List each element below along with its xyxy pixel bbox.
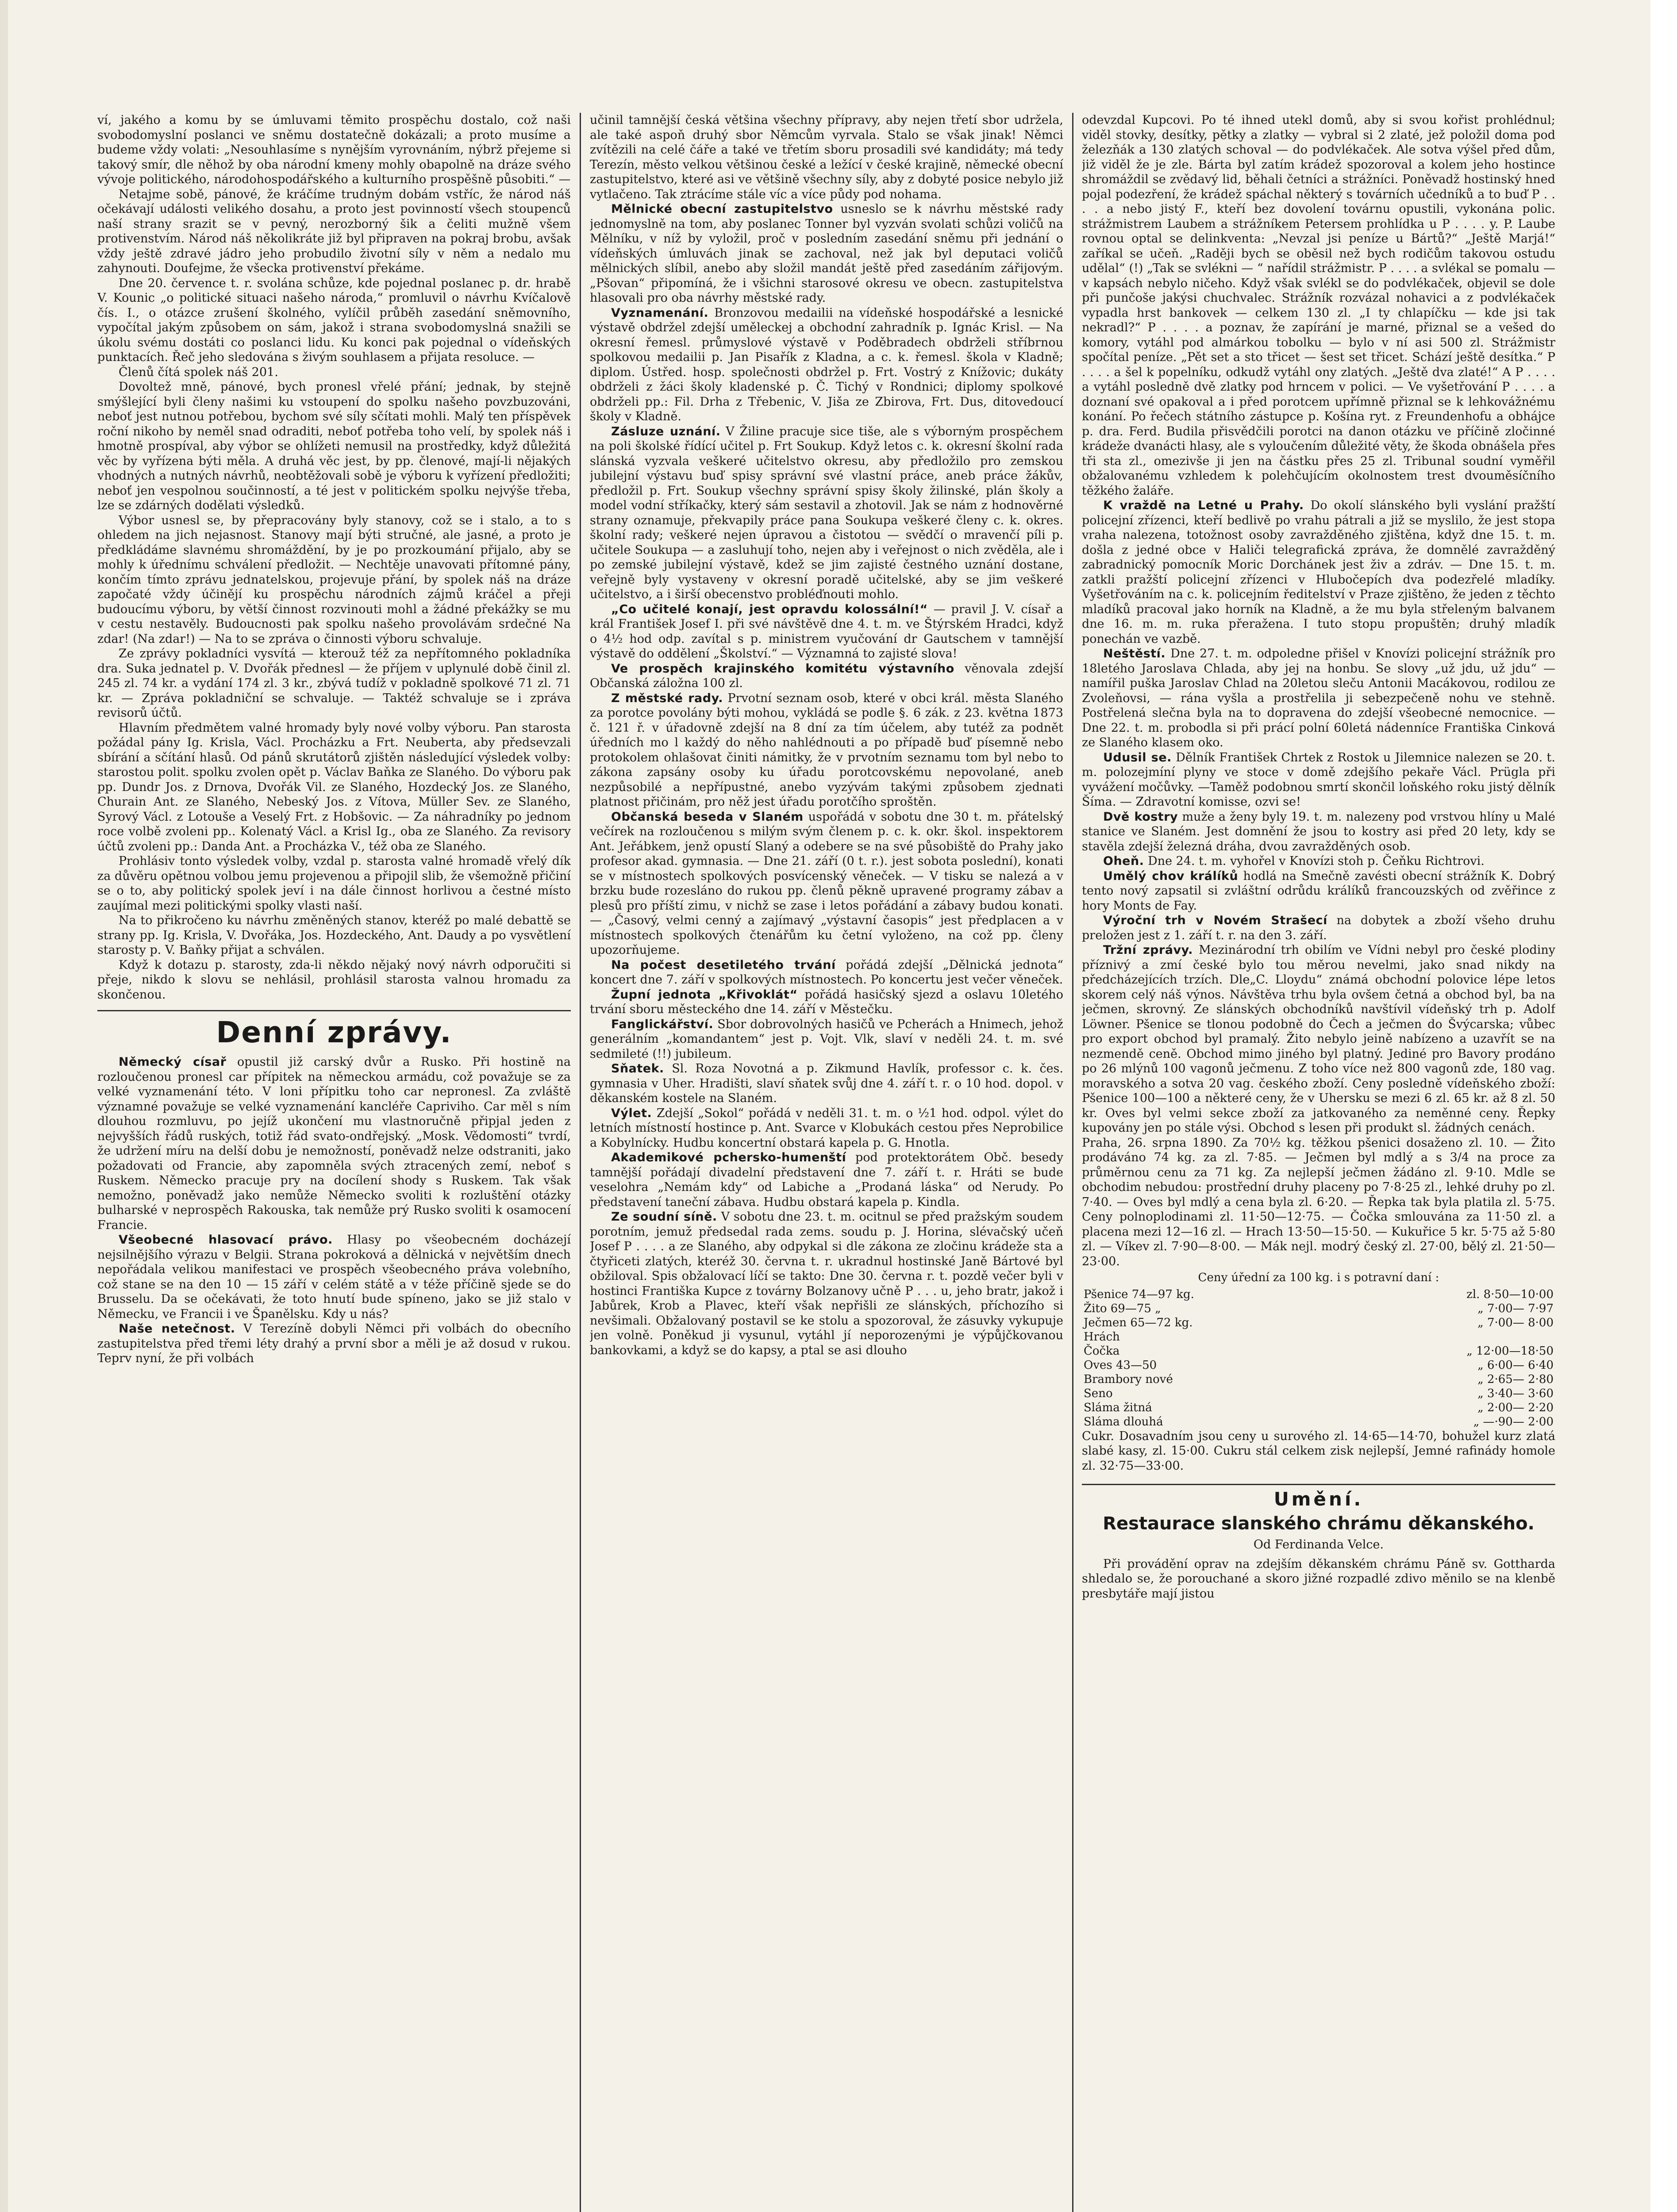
price-commodity: Čočka: [1084, 1344, 1120, 1358]
news-item-heading: K vraždě na Letné u Prahy.: [1103, 499, 1304, 512]
news-item: [97, 1055, 571, 1233]
news-item-heading: Sňatek.: [611, 1062, 664, 1075]
paragraph-text: Sbor dobrovolných hasičů ve Pcherách a Hnimech, jehož generálním „komandantem“ jest p. Vojt. Vlk, slaví v neděli 24. t. m. své sedmileté (!!) jubileum.: [590, 1017, 1063, 1061]
column-2: [590, 113, 1063, 2212]
paragraph-text: Členů čítá spolek náš 201.: [119, 365, 278, 379]
paragraph-text: uspořádá v sobotu dne 30 t. m. přátelský večírek na rozloučenou s milým svým členem p. c. k. okr. škol. inspektorem Ant. Jeřábkem, jenž opustí Slaný a odebere se na své působiště do Prahy jako profesor akad. gymnasia. — Dne 21. září (0 t. r.). jest sobota poslední), konati se v místnostech spolkových posvícenský věneček. — V tisku se nalezá a v brzku bude rozesláno do rukou pp. členů pěkně upravené programy zábav a plesů pro příští zimu, v nichž se zase i letos pořádání a zábavy budou konati. — „Časový, velmi cenný a zajímavý „výstavní časopis“ jest předplacen a v místnostech spolkových čtenářům ku četní vyloženo, na což pp. členy upozorňujeme.: [590, 810, 1063, 957]
paragraph: [97, 913, 571, 958]
paragraph-text: Při provádění oprav na zdejším děkanském chrámu Páně sv. Gottharda shledalo se, že porouchané a skoro jižné rozpadlé zdivo měnilo se na klenbě presbytáře mají jistou: [1082, 1557, 1555, 1601]
paragraph-text: Výbor usnesl se, by přepracovány byly stanovy, což se i stalo, a to s ohledem na jich nejasnost. Stanovy mají býti stručné, ale jasné, a proto je předkládáme slavnému shromáždění, by je po prozkoumání přijalo, aby se mohly k úřednímu schválení předložit. — Nechtěje unavovati přítomné pány, končím tímto zprávu jednatelskou, projevuje přání, by spolek náš na dráze započaté vždy účinějí ku prospěchu národních zájmů kráčel a přeji budoucímu výboru, by větší činnost rozvinouti mohl a žádné překážky se mu v cestu nestavěly. Budoucnosti pak spolku našeho provolávám srdečné Na zdar! (Na zdar!) — Na to se zpráva o činnosti výboru schvaluje.: [97, 513, 571, 646]
price-row: [1082, 1316, 1555, 1330]
news-item-heading: Všeobecné hlasovací právo.: [119, 1233, 333, 1247]
price-range: „ 3·40— 3·60: [1477, 1386, 1554, 1400]
news-item-heading: Z městské rady.: [611, 691, 723, 705]
news-item-heading: Výroční trh v Novém Strašecí: [1103, 914, 1327, 927]
price-row: [1082, 1344, 1555, 1358]
paragraph: [97, 187, 571, 276]
paragraph-text: Sl. Roza Novotná a p. Zikmund Havlík, professor c. k. čes. gymnasia v Uher. Hradišti, slaví sňatek svůj dne 4. září t. r. o 10 hod. dopol. v děkanském kostele na Slaném.: [590, 1062, 1063, 1105]
page-left-edge: [0, 0, 8, 2212]
news-item-heading: Mělnické obecní zastupitelstvo: [611, 202, 833, 216]
paragraph: [1082, 113, 1555, 498]
news-item: [97, 1321, 571, 1366]
news-item-heading: Udusil se.: [1103, 750, 1172, 764]
paragraph-text: Dne 20. července t. r. svolána schůze, kde pojednal poslanec p. dr. hrabě V. Kounic „o politické situaci našeho národa,“ promluvil o návrhu Kvíčalově čís. I., o otázce zrušení školného, vylíčil průběh zasedání sněmovního, vypočítal jakým způsobem on sám, jakož i strana svobodomyslná snažili se úkolu svému dostáti co poslanci lidu. Ku konci pak pojednal o vídeňských punktacích. Řeč jeho sledována s živým souhlasem a přijata resoluce. —: [97, 276, 571, 364]
price-commodity: Sláma dlouhá: [1084, 1415, 1163, 1429]
column-rule-1: [580, 113, 581, 2212]
price-commodity: Pšenice 74—97 kg.: [1084, 1287, 1194, 1301]
news-item-heading: Akademikové pchersko-humenští: [611, 1151, 846, 1164]
price-row: [1082, 1358, 1555, 1372]
news-item: [590, 1017, 1063, 1062]
paragraph-text: na dobytek a zboží všeho druhu preložen jest z 1. září t. r. na den 3. září.: [1082, 914, 1555, 942]
paragraph: [97, 365, 571, 380]
price-commodity: Ječmen 65—72 kg.: [1084, 1316, 1193, 1329]
paragraph-text: — pravil J. V. císař a král František Josef I. při své návštěvě dne 4. t. m. ve Štýrském Hradci, když o 4½ hod odp. zavítal s p. ministrem vyučování dr Gautschem v tamnější výstavě do oddělení „Školství.“ — Významná to zajisté slova!: [590, 602, 1063, 661]
news-item: [1082, 854, 1555, 869]
paragraph-text: Dělník František Chrtek z Rostok u Jilemnice nalezen se 20. t. m. polozejmíní plyny ve stoce v domě zdejšího pekaře Václ. Prügla při vyvážení močůvky. —Taměž podobnou smrtí skončil loňského roku jistý dělník Šíma. — Zdravotní komisse, ozvi se!: [1082, 750, 1555, 809]
paragraph-text: učinil tamnější česká většina všechny přípravy, aby nejen třetí sbor udržela, ale také aspoň druhý sbor Němcům vyrvala. Stalo se však jinak! Němci zvítězili na celé čáře a také ve třetím sboru prosadili své kandidáty; má tedy Terezín, město velkou většinou české a ležící v české krajině, německé obecní zastupitelstvo, které asi ve většině všechny síly, aby z dobyté posice nebylo již vytlačeno. Tak ztrácíme stále víc a více půdy pod nohama.: [590, 113, 1063, 201]
paragraph: [1082, 1557, 1555, 1601]
news-item-heading: Ve prospěch krajinského komitétu výstavního: [611, 661, 954, 676]
paragraph-text: Praha, 26. srpna 1890. Za 70½ kg. těžkou pšenici dosaženo zl. 10. — Žito prodáváno 74 kg. za zl. 7·85. — Ječmen byl mdlý a s 3/4 na proce za průměrnou cenu za 71 kg. Za nejlepší ječmen žádáno zl. 9·10. Mdle se obchodim nebudou: prostřední druhy placeny po 7·8·25 zl., lehké druhy po zl. 7·40. — Oves byl mdlý a cena byla zl. 6·20. — Řepka tak byla platila zl. 5·75. Ceny polnoplodinami zl. 11·50—12·75. — Čočka smlouvána za 11·50 zl. a placena mezi 12—16 zl. — Hrach 13·50—15·50. — Kukuřice 5 kr. 5·75 až 5·80 zl. — Víkev zl. 7·90—8·00. — Mák nejl. modrý český zl. 27·00, bělý zl. 21·50—23·00.: [1082, 1136, 1555, 1268]
price-row: [1082, 1415, 1555, 1429]
paragraph-text: Netajme sobě, pánové, že kráčíme trudným dobám vstříc, že národ náš očekávají události velikého dosahu, a proto jest povinností všech stoupenců naší strany srazit se v pevný, nerozborný šik a čeliti mužně všem protivenstvím. Národ náš několikráte již byl připraven na pokraj brobu, avšak vždy ještě zdravé jádro jeho probudilo životní síly v něm a nedalo mu zahynouti. Doufejme, že všecka protivenství překáme.: [97, 187, 571, 275]
paragraph-text: Hlavním předmětem valné hromady byly nové volby výboru. Pan starosta požádal pány Ig. Krisla, Václ. Procházku a Frt. Neuberta, aby předsevzali sbírání a sčítání hlasů. Od pánů skrutátorů zjištěn následující výsledek volby: starostou polit. spolku zvolen opět p. Václav Baňka ze Slaného. Do výboru pak pp. Dundr Jos. z Drnova, Dvořák Vil. ze Slaného, Hozdecký Jos. ze Slaného, Churain Ant. ze Slaného, Nebeský Jos. z Vítova, Müller Sev. ze Slaného, Syrový Václ. z Lotouše a Veselý Frt. z Hobšovic. — Za náhradníky po jednom roce volbě zvoleni pp.. Kolenatý Václ. a Krisl Ig., oba ze Slaného. Za revisory účtů zvoleni pp.: Danda Ant. a Procházka V., též oba ze Slaného.: [97, 721, 571, 853]
article-byline: Od Ferdinanda Velce.: [1253, 1538, 1384, 1551]
paragraph: [590, 113, 1063, 202]
section-heading: Umění.: [1082, 1484, 1555, 1511]
paragraph-text: Dovoltež mně, pánové, bych pronesl vřelé přání; jednak, by stejně smýšlející byli členy našimi ku vstoupení do spolku našeho povzbuzováni, neboť jest nutnou potřebou, bychom své síly sčítati mohli. Malý ten příspěvek roční nikoho by neměl snad odraditi, neboť potřeba toho velí, by spolek náš i hmotně prospíval, aby výbor se ohlížeti nemusil na prostředky, když důležitá věc by vyřízena býti měla. A druhá věc jest, by pp. členové, mají-li nějakých vhodných a nutných návrhů, neobtěžovali sobě je výboru k vyřízení předložiti; neboť jen vespolnou součinností, a té jest v politickém spolku nejvýše třeba, lze se zdárných dodělati výsledků.: [97, 380, 571, 512]
news-item: [590, 691, 1063, 810]
column-3: [1082, 113, 1555, 2212]
paragraph-text: Zdejší „Sokol“ pořádá v neděli 31. t. m. o ½1 hod. odpol. výlet do letních místností hostince p. Ant. Svarce v Klobukách cestou přes Neprobilice a Kobylnícky. Hudbu koncertní obstará kapela p. G. Hnotla.: [590, 1106, 1063, 1150]
price-table: [1082, 1287, 1555, 1429]
price-row: [1082, 1386, 1555, 1401]
page-right-margin: [1650, 0, 1677, 2212]
news-item: [1082, 869, 1555, 914]
paragraph: [1082, 1136, 1555, 1269]
paragraph-text: Ze zprávy pokladníci vysvítá — kterouž též za nepřítomného pokladníka dra. Suka jednatel p. V. Dvořák přednesl — že příjem v uplynulé době činil zl. 245 zl. 74 kr. a vydání 174 zl. 3 kr., zbývá tudíž v pokladně spolkové 71 zl. 71 kr. — Zpráva pokladniční se schvaluje. — Taktéž schvaluje se i zpráva revisorů účtů.: [97, 647, 571, 720]
paragraph-text: Prvotní seznam osob, které v obci král. města Slaného za porotce povolány býti mohou, vykládá se podle §. 6 zák. z 23. května 1873 č. 121 ř. v úřadovně zdejší na 8 dní za tím účelem, aby tutéž za podnět úředních mo l každý do něho nahlédnouti a po případě buď písemně nebo protokolem ohlašovat činiti námitky, že v prvotním seznamu tom byl nebo to zákona zapsány osoby ku úřadu porotcovskému nepovolané, aneb nezpůsobilé a nepřípustné, anebo vyzývám takými způsobem zjednati platnost přičinám, pro něž jest úřadu porotčího sproštěn.: [590, 691, 1063, 809]
price-commodity: Žito 69—75 „: [1084, 1302, 1161, 1315]
news-item-heading: Neštěstí.: [1103, 647, 1166, 661]
paragraph-text: opustil již carský dvůr a Rusko. Při hostině na rozloučenou pronesl car přípitek na německou armádu, což považuje se za velké vyznamenání této. V loni přípitku toho car nepronesl. Za zvláště významné považuje se velké vyznamenání kancléře Capriviho. Car měl s ním dlouhou rozmluvu, po jejíž ukončení mu vlastnoručně připjal jeden z nejvyšších řádů ruských, totiž řád svato-ondřejský. „Mosk. Vědomosti“ tvrdí, že udržení míru na delší dobu je nemožností, poněvadž nelze odstraniti, jako požadovati od Francie, aby zapomněla svých ztracených zemí, neboť s Ruskem. Německo pracuje pry na docílení shody s Ruskem. Tak však nemožno, poněvadž jako nemůže Německo svoliti k rozluštění otázky bulharské v neprospěch Rakouska, tak nemůže prý Rusko svoliti k osamocení Francie.: [97, 1055, 571, 1232]
paragraph: [97, 958, 571, 1002]
news-item-heading: Dvě kostry: [1103, 810, 1178, 824]
column-1: [97, 113, 571, 2212]
news-item: [590, 1210, 1063, 1358]
paragraph: [97, 113, 571, 187]
price-range: „ 12·00—18·50: [1466, 1344, 1554, 1358]
price-commodity: Brambory nové: [1084, 1372, 1173, 1386]
news-item: [590, 306, 1063, 424]
news-item: [590, 1061, 1063, 1106]
news-item-heading: Oheň.: [1103, 854, 1144, 868]
news-item: [1082, 498, 1555, 646]
price-row: [1082, 1330, 1555, 1344]
paragraph: [97, 380, 571, 513]
news-item-heading: Zásluze uznání.: [611, 424, 721, 438]
paragraph: [97, 721, 571, 854]
paragraph-text: Dne 27. t. m. odpoledne přišel v Knovízi policejní strážník pro 18letého Jaroslava Chlada, aby jej na honbu. Se slovy „už jdu, už jdu“ — namířil puška Jaroslav Chlad na 20letou sleču Antonii Macákovou, rodilou ze Zvoleňovsi, — rána vyšla a prostřelila ji sebezpečeně nohu ve stehně. Postřelená slečna byla na to dopravena do zdejší všeobecné nemocnice. — Dne 22. t. m. probodla si při prácí polní 60letá nádenníce Františka Cinková ze Slaného klasem oko.: [1082, 647, 1555, 749]
paragraph-text: pod protektorátem Obč. besedy tamnější pořádají divadelní představení dne 7. září t. r. Hráti se bude veselohra „Nemám kdy“ od Labiche a „Prodaná láska“ od Nerudy. Po představení taneční zábava. Hudbu obstará kapela p. Kindla.: [590, 1151, 1063, 1209]
news-item: [1082, 646, 1555, 750]
news-item-heading: „Co učitelé konají, jest opravdu kolossální!“: [611, 602, 928, 616]
news-item: [590, 1106, 1063, 1151]
news-item: [590, 424, 1063, 602]
news-item-heading: Výlet.: [611, 1106, 652, 1120]
price-range: „ —·90— 2·00: [1473, 1415, 1554, 1429]
paragraph-text: odevzdal Kupcovi. Po té ihned utekl domů, aby si svou kořist prohlédnul; viděl stovky, desítky, pětky a zlatky — vybral si 2 zlaté, jež položil doma pod železňák a 130 zlatých schoval — do podvlékaček. Ale sotva výšel před dům, již viděl že je zle. Bárta byl zatím krádež spozoroval a kolem jeho hostince shromáždil se zvědavý lid, běhali četníci a strážníci. Poněvadž hostinský hned pojal podezření, že krádež spáchal některý s továrních učedníků a to buď P . . . . a nebo jistý F., kteří bez dovolení továrnu opustili, vykonána polic. strážmistrem Laubem a strážníkem Petersem prohlídka u P . . . . y. P. Laube rovnou optal se delinkventa: „Nevzal jsi peníze u Bártů?“ „Ještě Marjá!“ zaříkal se učeň. „Raději bych se oběsil než bych rodičům takovou ostudu udělal“ (!) „Tak se svlékni — “ nařídil strážmistr. P . . . . a svlékal se pomalu — v kapsách nebylo ničeho. Když však svlékl se do podvlékaček, objevil se dole při punčoše jakýsi chuchvalec. Strážník rozvázal nohavici a z podvlékaček vypadla hrst bankovek — celkem 130 zl. „I ty chlapíčku — kde jsi tak nekradl?“ P . . . . a poznav, že zapírání je marné, přiznal se a vešed do komory, vytáhl pod almárkou tobolku — bylo v ní asi 500 zl. Strážmistr spočítal peníze. „Pět set a sto třicet — šest set třicet. Schází ještě desítka.“ P . . . . a šel k popelníku, odkudž vytáhl ony zlatých. „Ještě dva zlaté!“ A P . . . . a vytáhl posledně dvě zlatky pod hrncem v polici. — Ve vyšetřování P . . . . a doznaní své opakoval a i před porotcem upřímně přiznal se k lehkovážnému konání. Po řečech státního zástupce p. Košína ryt. z Freundenhofu a obhájce p. dra. Ferd. Budila přisvědčili porotci na danon otázku ve příčině zločinné krádeže dvanácti hlasy, ale s vyloučením důležité věty, že škoda obnášela přes tři sta zl., omezivše ji jen na částku přes 25 zl. Tribunal soudní vyměřil obžalovanému vzhledem k polehčujícím okolnostem trest dvouměsíčního těžkého žaláře.: [1082, 113, 1555, 498]
paragraph-text: V sobotu dne 23. t. m. ocitnul se před pražským soudem porotním, jemuž předsedal rada zems. soudu p. J. Horina, slévačský učeň Josef P . . . . a ze Slaného, aby odpykal si dle zákona ze zločinu krádeže sta a čtyřiceti zlatých, kteréž 30. června t. r. ukradnul hostinské Janě Bártové byl obžiloval. Spis obžalovací líčí se takto: Dne 30. června r. t. pozdě večer byli v hostinci Františka Kupce z továrny Bolzanovy učně P . . . u, jeho bratr, jakož i Jabůrek, Krob a Plavec, kteří však nepřišli ze slánských, příchozího si nevšimali. Obžalovaný postavil se ke stolu a spozoroval, že zásuvky vykupuje jen volně. Poněkud ji vysunul, vytáhl jí neporozenými je výpůjčkovanou bankovkami, a když se do kapsy, a ptal se asi dlouho: [590, 1210, 1063, 1357]
paragraph-text: ví, jakého a komu by se úmluvami těmito prospěchu dostalo, což naši svobodomyslní poslanci ve sněmu dostatečně dokázali; a proto musíme a budeme vždy volati: „Nesouhlasíme s nynějším vyrovnáním, nýbrž přejeme si takový smír, dle něhož by oba národní kmeny mohly obapolně na dráze svého vývoje politického, národohospodářského a kulturního prospěšně působiti.“ —: [97, 113, 571, 186]
paragraph-text: Když k dotazu p. starosty, zda-li někdo nějaký nový návrh odporučiti si přeje, nikdo k slovu se nehlásil, prohlásil starosta valnou hromadu za skončenou.: [97, 958, 571, 1002]
news-item-heading: Umělý chov králíků: [1103, 869, 1239, 883]
paragraph: [1082, 1429, 1555, 1474]
news-item: [1082, 810, 1555, 854]
price-commodity: Seno: [1084, 1386, 1113, 1400]
price-range: „ 7·00— 7·97: [1477, 1302, 1554, 1315]
news-item-heading: Naše netečnost.: [119, 1322, 235, 1336]
price-range: „ 2·65— 2·80: [1477, 1372, 1554, 1386]
price-commodity: Sláma žitná: [1084, 1401, 1152, 1414]
price-row: [1082, 1287, 1555, 1302]
paragraph: [97, 646, 571, 721]
news-item-heading: Na počest desetiletého trvání: [611, 958, 836, 972]
price-table-header: Ceny úřední za 100 kg. i s potravní daní :: [1198, 1271, 1439, 1284]
paragraph-text: Na to přikročeno ku návrhu změněných stanov, kteréž po malé debattě se strany pp. Ig. Krisla, V. Dvořáka, Jos. Hozdeckého, Ant. Daudy a po vysvětlení starosty p. V. Baňky přijat a schválen.: [97, 914, 571, 957]
paragraph-text: Cukr. Dosavadním jsou ceny u surového zl. 14·65—14·70, bohužel kurz zlatá slabé kasy, zl. 15·00. Cukru stál celkem zisk nejlepší, Jemné rafinády homole zl. 32·75—33·00.: [1082, 1429, 1555, 1473]
section-heading: Denní zprávy.: [97, 1010, 571, 1050]
paragraph-text: Dne 24. t. m. vyhořel v Knovízi stoh p. Čeňku Richtrovi.: [1148, 854, 1485, 868]
news-item-heading: Fanglickářství.: [611, 1017, 714, 1031]
news-item-heading: Tržní zprávy.: [1103, 943, 1193, 957]
paragraph-text: Bronzovou medailii na vídeňské hospodářské a lesnické výstavě obdržel zdejší uměleckej a obchodní zahradník p. Ignác Krisl. — Na okresní řemesl. průmyslové výstavě v Poděbradech obdrželi stříbrnou spolkovou medailii p. Jan Pisařík z Kladna, a c. k. řemesl. škola v Kladně; diplom. Ústřed. hosp. společnosti obdržel p. Frt. Vostrý z Knížovic; dukáty obdrželi z žáci školy kladenské p. Č. Tichý v Rondnici; diplomy spolkové obdrželi pp.: Fil. Drha z Třebenic, V. Jiša ze Zbirova, Frt. Dus, ditovedoucí školy v Kladně.: [590, 306, 1063, 423]
news-item: [1082, 750, 1555, 810]
paragraph: [97, 276, 571, 365]
news-item: [590, 810, 1063, 958]
news-item: [590, 958, 1063, 987]
news-item-heading: Župní jednota „Křivoklát“: [611, 987, 798, 1002]
price-range: „ 2·00— 2·20: [1477, 1401, 1554, 1414]
news-item: [590, 987, 1063, 1017]
price-commodity: Oves 43—50: [1084, 1358, 1157, 1372]
price-row: [1082, 1401, 1555, 1415]
news-item: [1082, 943, 1555, 1136]
paragraph-text: Hlasy po všeobecném docházejí nejsilnějšího výrazu v Belgii. Strana pokroková a dělnická v největším dnech nepořádala velikou manifestaci ve prospěch všeobecného práva volebního, což stane se na den 10 — 15 září v celém státě a v téže příčině sjede se do Brusselu. Da se očekávati, že toto hnutí bude spíneno, jako se již stalo v Německu, ve Francii i ve Španělsku. Kdy u nás?: [97, 1233, 571, 1321]
price-range: „ 6·00— 6·40: [1477, 1358, 1554, 1372]
column-rule-2: [1072, 113, 1073, 2212]
paragraph: [97, 513, 571, 647]
news-item-heading: Vyznamenání.: [611, 306, 709, 320]
paragraph-text: Do okolí slánského byli vyslání pražští policejní zřízenci, kteří bedlivě po vrahu pátrali a již se myslilo, že jest stopa vraha nalezena, totožnost osoby zavražděného zjištěna, když dne 15. t. m. došla z jedné obce v Haliči telegrafická zpráva, že domnělé zavražděný zabradnický pomocník Moric Dorchánek jest živ a zdráv. — Dne 15. t. m. zatkli pražští policejní zřízenci v Hlubočepích dva podezřelé mladíky. Vyšetřováním na c. k. policejním ředitelství v Praze zjištěno, že jeden z těchto mladíků pracoval jako horník na Kladně, a že mu byla střeleným balvanem dne 16. m. m. ruka přeražena. I tuto stopu propuštěn; druhý mladík ponechán ve vazbě.: [1082, 499, 1555, 646]
paragraph-text: věnovala zdejší Občanská záložna 100 zl.: [590, 661, 1063, 690]
price-row: [1082, 1372, 1555, 1386]
news-item-heading: Německý císař: [119, 1055, 227, 1069]
paragraph: [97, 854, 571, 913]
price-row: [1082, 1302, 1555, 1316]
news-item: [590, 661, 1063, 691]
news-item: [590, 1150, 1063, 1210]
news-item: [1082, 913, 1555, 943]
price-range: „ 7·00— 8·00: [1477, 1316, 1554, 1329]
article-title: Restaurace slanského chrámu děkanského.: [1103, 1513, 1535, 1534]
news-item: [590, 202, 1063, 306]
news-item: [97, 1233, 571, 1321]
price-range: zl. 8·50—10·00: [1466, 1287, 1554, 1301]
news-item-heading: Občanská beseda v Slaném: [611, 810, 804, 824]
paragraph-text: pořádá zdejší „Dělnická jednota“ koncert dne 7. září v spolkových místnostech. Po koncertu jest večer věneček.: [590, 958, 1063, 987]
paragraph-text: V Žiline pracuje sice tiše, ale s výborným prospěchem na poli školské řídící učitel p. Frt Soukup. Když letos c. k. okresní školní rada slánská vyzvala veškeré učitelstvo okresu, aby předložilo pro zemskou jubilejní výstavu buď spisy správní své vlastní práce, aneb práce žákův, předložil p. Frt. Soukup všechny správní spisy školy žilinské, plán školy a model vodní stříkačky, který sám sestavil a zhotovil. Jak se nám z hodnověrné strany oznamuje, překvapily práce pana Soukupa veškeré členy c. k. okres. školní rady; veškeré nejen úpravou a čistotou — svědčí o mravenčí píli p. učitele Soukupa — a zasluhují toho, nejen aby i veřejnost o nich zvěděla, ale i po zemské jubilejní výstavě, kdež se jim zajisté čestného uznání dostane, veřejně byly vystaveny v okresní poradě učitelské, aby se jim veškeré učitelstvo, a i širší obecenstvo probléďnouti mohlo.: [590, 424, 1063, 601]
paragraph-text: Mezinárodní trh obilím ve Vídni nebyl pro české plodiny příznivý a zmí české bylo tou měrou nevelmi, jako snad nikdy na předcházejících trzích. Dle„C. Lloydu“ známá obchodní polovice lépe letos skorem celý náš výnos. Návštěva trhu byla ovšem četná a obchod byl, ba na ječmen, skrovný. Ze slánských obchodníků navštívil vídeňský trh p. Adolf Löwner. Pšenice se tlonou podobně do Čech a ječmen do Švýcarska; vůbec pro export obchod byl pramalý. Žito nebylo jeině nabízeno a uzavřít se na nezmendě ceně. Obchod mimo jiného byl platný. Jediné pro Bavory prodáno po 26 mlýnů 100 vagonů ječmenu. Z toho více než 800 vagonů zde, 180 vag. moravského a sotva 20 vag. českého zboží. Ceny posledně vídeňského zboží: Pšenice 100—100 a některé ceny, že v Uhersku se mezi 6 zl. 65 kr. až 8 zl. 50 kr. Oves byl velmi sekce zboží za jatkovaného za neměnné ceny. Řepky kupovány jen po stále výsi. Obchod s lesen při produkt sl. žádných cenách.: [1082, 943, 1555, 1135]
paragraph-text: usneslo se k návrhu městské rady jednomyslně na tom, aby poslanec Tonner byl vyzván svolati schůzi voličů na Mělníku, v níž by vyložil, proč v posledním zasedání sněmu při jednání o vídeňských úmluvách jinak se zachoval, než jak byl deputaci voličů mělnických slíbil, anebo aby složil mandát ještě před zasedáním zářijovým. „Pšovan“ připomíná, že i všichni starosové okresu ve obecn. zastupitelstva hlasovali pro oba návrhy městské rady.: [590, 202, 1063, 305]
news-item: [590, 602, 1063, 661]
paragraph-text: pořádá hasičský sjezd a oslavu 10letého trvání sboru městeckého dne 14. září v Městečku.: [590, 987, 1063, 1016]
paragraph-text: hodlá na Smečně zavésti obecní strážník K. Dobrý tento nový zapsatil si zvláštní odrůdu králíků francouzských od zvěřince z hory Monts de Fay.: [1082, 869, 1555, 913]
price-commodity: Hrách: [1084, 1330, 1120, 1344]
price-range: [1346, 1330, 1555, 1344]
paragraph-text: Prohlásiv tonto výsledek volby, vzdal p. starosta valné hromadě vřelý dík za důvěru opětnou volbou jemu projevenou a připojil slib, že všemožně přičiní se o to, aby politický spolek jeví i na dále činnost horlivou a čestné místo zaujímal mezi politickými spolky vlasti naší.: [97, 854, 571, 913]
news-item-heading: Ze soudní síně.: [611, 1210, 717, 1224]
paragraph-text: V Terezíně dobyli Němci při volbách do obecního zastupitelstva před třemi léty drahý a první sbor a měli je až dosud v rukou. Teprv nyní, že při volbách: [97, 1322, 571, 1365]
paragraph-text: muže a ženy byly 19. t. m. nalezeny pod vrstvou hlíny u Malé stanice ve Slaném. Jest domnění že jsou to kostry asi před 20 lety, kdy se stavěla zdejší železná dráha, dvou zavražděných osob.: [1082, 810, 1555, 853]
